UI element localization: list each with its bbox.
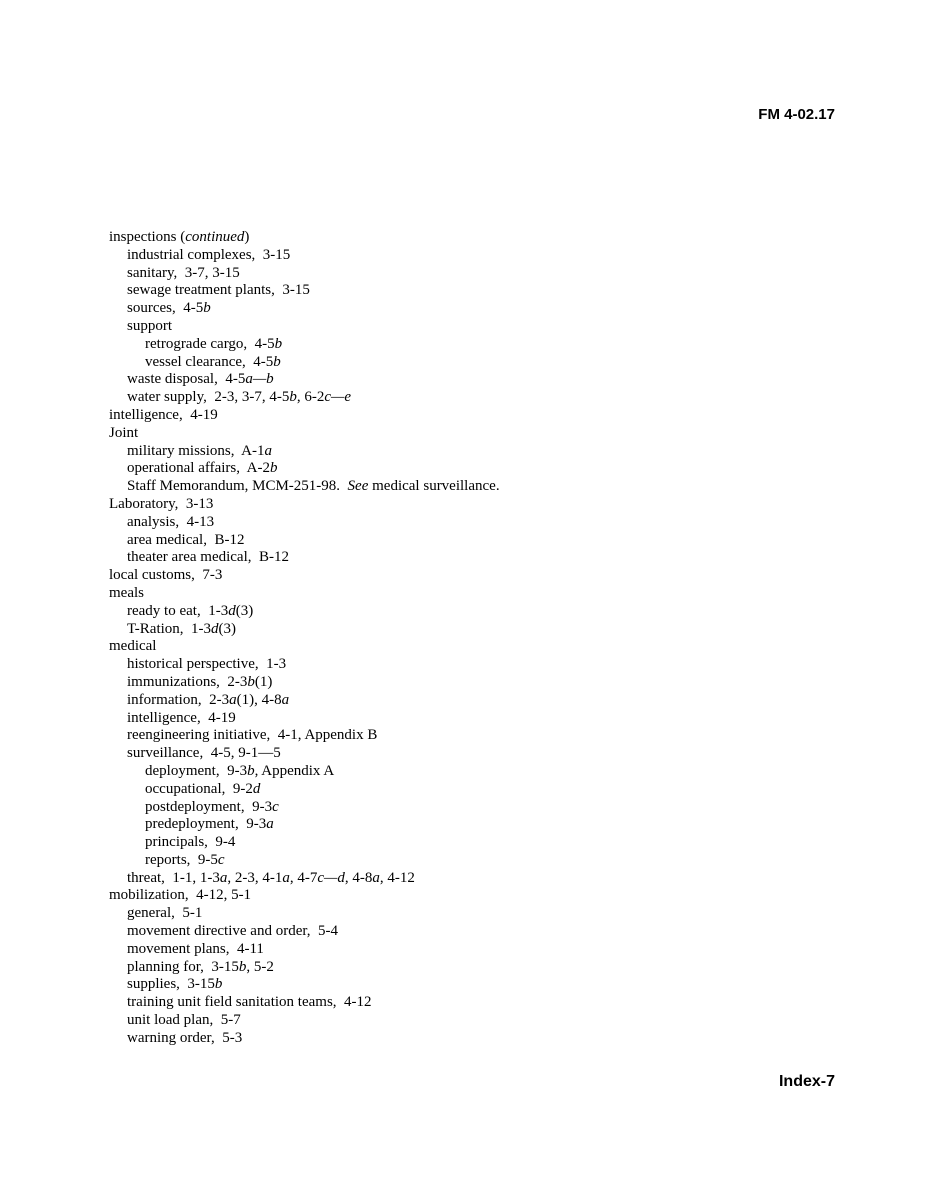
index-subentry: industrial complexes, 3-15 [127,246,291,263]
index-subentry: T-Ration, 1-3d(3) [127,620,237,637]
index-subentry: waste disposal, 4-5a—b [127,371,274,388]
index-sub-subentry: deployment, 9-3b, Appendix A [145,762,335,779]
index-subentry: movement directive and order, 5-4 [127,923,338,940]
page-number: Index-7 [778,1073,835,1090]
index-entry-list [109,229,500,1048]
index-sub-subentry: occupational, 9-2d [145,780,261,797]
index-subentry: Staff Memorandum, MCM-251-98. See medical surveillance. [127,478,500,495]
index-subentry: supplies, 3-15b [127,976,223,993]
index-subentry: theater area medical, B-12 [127,549,289,566]
index-subentry: training unit field sanitation teams, 4-12 [127,994,372,1011]
index-sub-subentry: postdeployment, 9-3c [145,798,279,815]
index-subentry: warning order, 5-3 [127,1029,243,1046]
index-subentry: analysis, 4-13 [127,513,215,530]
index-sub-subentry: reports, 9-5c [145,851,225,868]
index-main-entry: Joint [109,424,139,441]
index-subentry: support [127,317,172,334]
index-subentry: sewage treatment plants, 3-15 [127,282,310,299]
index-subentry: general, 5-1 [127,905,203,922]
document-number: FM 4-02.17 [758,106,835,123]
index-main-entry: Laboratory, 3-13 [109,495,214,512]
index-subentry: sources, 4-5b [127,300,211,317]
index-main-entry: intelligence, 4-19 [109,406,218,423]
index-subentry: information, 2-3a(1), 4-8a [127,691,290,708]
index-subentry: movement plans, 4-11 [127,940,264,957]
index-main-entry: meals [109,584,144,601]
index-subentry: reengineering initiative, 4-1, Appendix B [127,727,378,744]
index-subentry: sanitary, 3-7, 3-15 [127,264,240,281]
index-sub-subentry: retrograde cargo, 4-5b [145,335,283,352]
index-subentry: area medical, B-12 [127,531,245,548]
index-main-entry: inspections (continued) [109,229,250,245]
index-sub-subentry: vessel clearance, 4-5b [145,353,281,370]
index-subentry: surveillance, 4-5, 9-1—5 [127,745,281,762]
index-sub-subentry: predeployment, 9-3a [145,816,274,833]
index-subentry: unit load plan, 5-7 [127,1012,241,1029]
index-subentry: immunizations, 2-3b(1) [127,673,273,690]
index-subentry: water supply, 2-3, 3-7, 4-5b, 6-2c—e [127,389,351,406]
index-main-entry: mobilization, 4-12, 5-1 [109,887,252,904]
index-subentry: operational affairs, A-2b [127,460,278,477]
index-subentry: ready to eat, 1-3d(3) [127,602,254,619]
index-subentry: planning for, 3-15b, 5-2 [127,958,274,975]
index-main-entry: medical [109,638,157,655]
index-main-entry: local customs, 7-3 [109,567,223,584]
index-subentry: intelligence, 4-19 [127,709,236,726]
index-subentry: military missions, A-1a [127,442,273,459]
index-sub-subentry: principals, 9-4 [145,834,236,851]
index-subentry: threat, 1-1, 1-3a, 2-3, 4-1a, 4-7c—d, 4-8a, 4-12 [127,869,415,886]
index-subentry: historical perspective, 1-3 [127,656,287,673]
